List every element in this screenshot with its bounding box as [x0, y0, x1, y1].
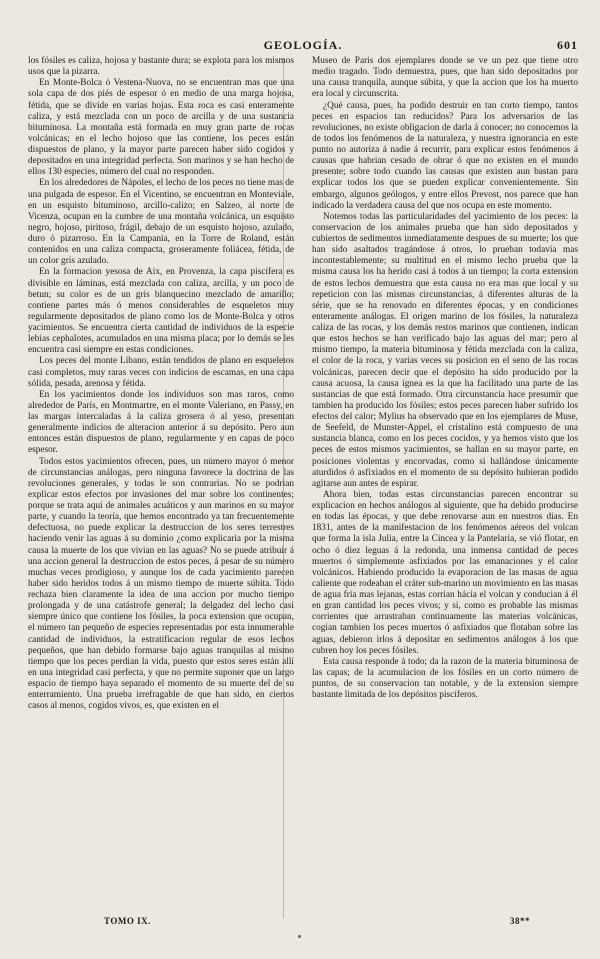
paragraph: los fósiles es caliza, hojosa y bastante dura; se explota para los mismos usos que la pizarra.: [28, 56, 294, 78]
ink-dot: [298, 935, 301, 938]
page-header: [28, 38, 578, 56]
right-column: [312, 56, 578, 922]
running-title: GEOLOGÍA.: [263, 38, 343, 52]
paragraph: En los yacimientos donde los individuos son mas raros, como alrededor de París, en Montmartre, en el monte Valeriano, en Passy, en las margas intercaladas á la caliza grosera ó al yeso, presentan generalmente indicios de alteracion anterior á su depósito. Pero aun entonces están dispuestos de plano, regularmente y en capas de poco espesor.: [28, 389, 294, 456]
paragraph: Todos estos yacimientos ofrecen, pues, un número mayor ó menor de circunstancias análogas, pero ninguna favorece la doctrina de las revoluciones generales, y todas le son contrarias. No se podrian explicar estos efectos por invasiones del mar sobre los continentes; porque se trata aquí de animales acuáticos y aun marinos en su mayor parte, y cuando la teoría, que hemos encontrado ya tan frecuentemente defectuosa, no puede explicar la destruccion de los seres terrestres haciendo venir las aguas á su dominio ¿como explicaria por la misma causa la muerte de los que vivian en las aguas? No se puede atribuir á una accion general la destruccion de estos peces, á pesar de su número muchas veces prodigioso, y aunque los de cada yacimiento parecen haber sido heridos todos á un mismo tiempo de muerte súbita. Todo rechaza bien claramente la idea de una accion por mucho tiempo prolongada y de una catástrofe general; la delgadez del lecho casi siempre único que contiene los fósiles, la poca extension que ocupan, el número tan pequeño de especies representadas por esta innumerable cantidad de individuos, la estratificacion regular de esos lechos pequeños, que han debido formarse bajo aguas tranquilas al mismo tiempo que los peces perdian la vida, puesto que estos seres están allí en una integridad casi perfecta, y que no permite suponer que un largo espacio de tiempo haya separado el momento de su muerte del de su enterramiento. Una prueba irrefragable de que han sido, en ciertos casos al menos, cogidos vivos, es, que existen en el: [28, 456, 294, 712]
page-number: 601: [557, 38, 578, 52]
paragraph: Esta causa responde á todo; da la razon de la materia bituminosa de las capas; de la acumulacion de los fósiles en un corto número de puntos, de su conservacion tan notable, y de la extension siempre bastante limitada de los depósitos piscíferos.: [312, 656, 578, 701]
signature-mark: 38**: [510, 916, 530, 926]
paragraph: Museo de Paris dos ejemplares donde se ve un pez que tiene otro medio tragado. Todo demuestra, pues, que han sido depositados por una causa tranquila, aunque súbita, y que la accion que los ha muerto era local y circunscrita.: [312, 56, 578, 100]
paragraph: Los peces del monte Líbano, están tendidos de plano en esqueletos casi completos, muy raras veces con indicios de escamas, en una capa sólida, pesada, arenosa y fétida.: [28, 356, 294, 389]
paragraph: En los alrededores de Nápoles, el lecho de los peces no tiene mas de una pulgada de espesor. En el Vicentino, se encuentran en Monteviale, en un esquisto bituminoso, arcillo-calizo; en Salzeo, al norte de Vicenza, ocupan en la cumbre de una montaña volcánica, un esquisto negro, hojoso, piritoso, frágil, debajo de un esquisto hojoso, azulado, duro ó pizarroso. En la Campania, en la Torre de Roland, están contenidos en una caliza compacta, groseramente foliácea, fétida, de un color gris azulado.: [28, 178, 294, 267]
paragraph: ¿Qué causa, pues, ha podido destruir en tan corto tiempo, tantos peces en espacios tan reducidos? Para los adversarios de las revoluciones, no existe obligacion de darla á conocer; no conocemos la de todos los fenómenos de la naturaleza, y nuestra ignorancia en este punto no autoriza á nadie á recurrir, para explicar estos fenómenos á causas que habrian cesado de obrar ó que no existen en el mundo presente; sobre todo cuando las causas que existen aun bastan para explicar todos los que se pueden explicar convenientemente. Sin embargo, algunos geólogos, y entre ellos Prevost, nos parece que han indicado la verdadera causa del que nos ocupa en este momento.: [312, 100, 578, 211]
left-column: [28, 56, 294, 922]
paragraph: Ahora bien, todas estas circunstancias parecen encontrar su explicacion en hechos análogos al siguiente, que ha debido producirse en todas las épocas, y que debe renovarse aun en nuestros dias. En 1831, antes de la manifestacion de los fenómenos aéreos del volcan que forma la isla Julia, entre la Cincea y la Pantelaria, se vió flotar, en ocho ó diez leguas á la redonda, una inmensa cantidad de peces muertos ó simplemente asfixiados por las emanaciones y el calor volcánicos. Habiendo producido la evaporacion de las masas de agua caliente que rodeaban el cráter sub-marino un movimiento en las masas de agua fria mas lejanas, estas corrian hácia el volcan y conducian á él en gran cantidad los peces vivos; y si, como es probable las mismas corrientes que arrastraban continuamente las materias volcánicas, cogian tambien los peces muertos ó asfixiados que flotaban sobre las aguas, debieron irlos á depositar en sedimentos análogos á los que cubren hoy los peces fósiles.: [312, 489, 578, 656]
paragraph: Notemos todas las particularidades del yacimiento de los peces: la conservacion de los animales prueba que han sido depositados y cubiertos de sedimentos inmediatamente despues de su muerte; los que han sido asaltados tragándose á otros, lo prueban todavía mas incontestablemente; su multitud en el mismo lecho prueba que la misma causa los ha herido casi á todos á un tiempo; la corta extension de estos lechos demuestra que esta causa no era mas que local y su repeticion con las mismas circunstancias, á diferentes alturas de la série, que se ha renovado en diferentes épocas, y en condiciones enteramente análogas. El origen marino de los fósiles, la naturaleza caliza de las rocas, y los demás restos marinos que contienen, indican que estos hechos se han verificado bajo las aguas del mar; pero al mismo tiempo, la materia bituminosa y fétida mezclada con la caliza, el color de la roca, y varias veces su posicion en el seno de las rocas volcánicas, parecen decir que el depósito ha sido producido por la causa acuosa, la causa ígnea es la que ha facilitado una parte de las sustancias de que está formado. Otra circunstancia hace presumir que tambien ha producido los fósiles; estos peces parecen haber sufrido los efectos del calor; Mylius ha observado que en los ejemplares de Muse, de Seefeld, de Munster-Appel, el cristalino está compuesto de una sustancia blanca, como en los peces cocidos, y ya hemos visto que los peces de estos mismos yacimientos, se hallan en su mayor parte, en posiciones violentas y encorvadas, como si hallándose únicamente aturdidos ó asfixiados en el momento de su depósito hubieran podido agitarse aun antes de espirar.: [312, 211, 578, 489]
page-footer: [28, 916, 578, 930]
paragraph: En la formacion yesosa de Aix, en Provenza, la capa piscífera es divisible en láminas, está mezclada con caliza, arcilla, y un poco de betun; su color es de un gris blanquecino mezclado de amarillo; contiene partes más ó menos considerables de esqueletos muy regularmente depositados de plano como los de Monte-Bolca y otros yacimientos. Se encuentra cierta cantidad de individuos de la especie lebias cephalotes, acumulados en una misma placa; por lo demás se les encuentra casi siempre en estas condiciones.: [28, 267, 294, 356]
text-columns: [28, 56, 578, 922]
paragraph: En Monte-Bolca ó Vestena-Nuova, no se encuentran mas que una sola capa de dos piés de espesor ó en medio de una marga hojosa, fétida, que se divide en varias hojas. Esta roca es casi enteramente caliza, y está mezclada con un poco de arcilla y de una sustancia bituminosa. La montaña está formada en muy gran parte de rocas volcánicas; en el lecho hojoso que las contiene, los peces están dispuestos de plano, y la mayor parte parecen haber sido cogidos y depositados en una integridad perfecta. Son marinos y se han hecho de ellos 130 especies, número del cual no responden.: [28, 78, 294, 178]
volume-label: TOMO IX.: [104, 916, 151, 926]
